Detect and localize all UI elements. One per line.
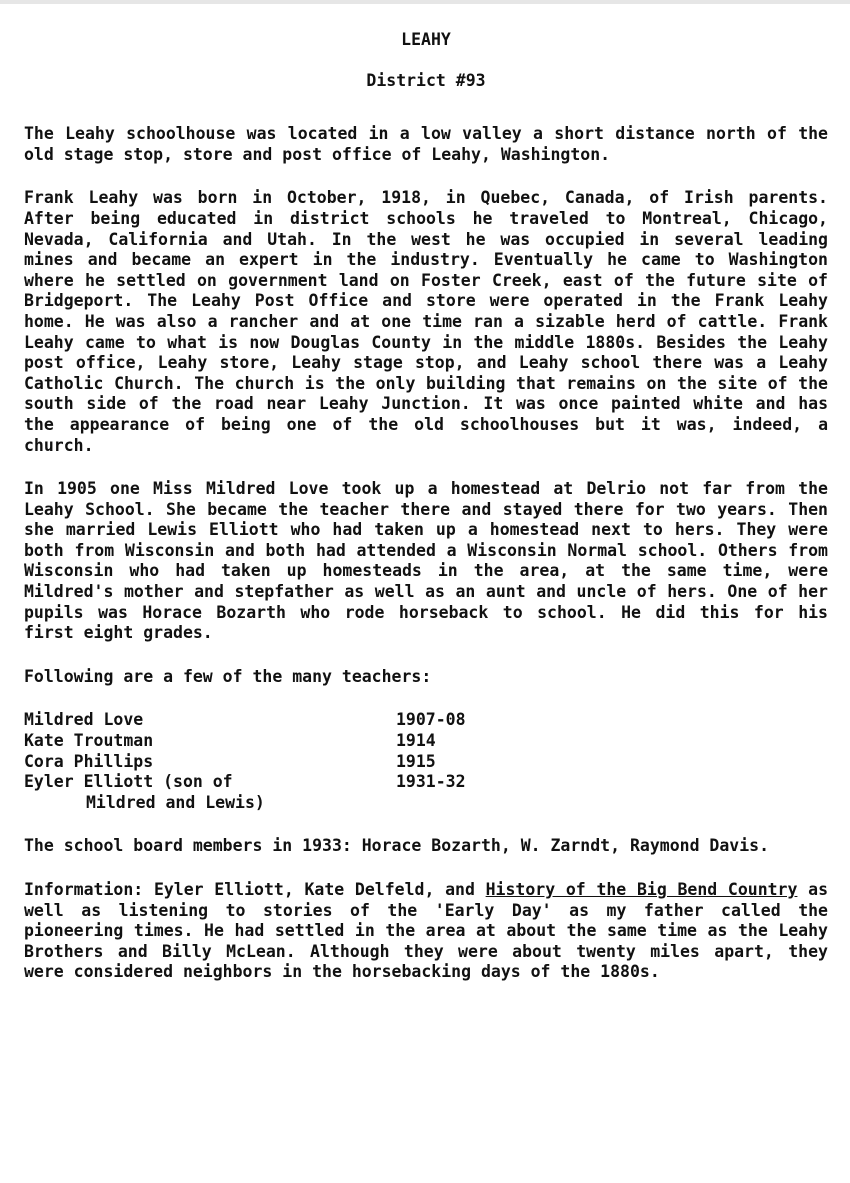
book-title: History of the Big Bend Country [485,880,798,899]
paragraph-mildred-love: In 1905 one Miss Mildred Love took up a homestead at Delrio not far from the Leahy School. She became the teacher there and stayed there for two years. Then she married Lewis Elliott who had taken up a homestead next to hers. They were both from Wisconsin and both had attended a Wisconsin Normal school. Others from Wisconsin who had taken up homesteads in the area, at the same time, were Mildred's mother and stepfather as well as an aunt and uncle of hers. One of her pupils was Horace Bozarth who rode horseback to school. He did this for his first eight grades. [24,479,828,643]
teacher-row [24,731,828,752]
teacher-years: 1915 [396,751,436,771]
teachers-intro: Following are a few of the many teachers: [24,666,432,686]
info-rest: as well as listening to stories of the 'Early Day' as my father called the pioneering times. He had settled in the area at about the same time as the Leahy Brothers and Billy McLean. Although they were about twenty miles apart, they were considered neighbors in the horsebacking days of the 1880s. [24,880,829,982]
teacher-years: 1931-32 [396,772,466,792]
teacher-years: 1914 [396,731,436,751]
document-page [24,30,828,983]
teachers-list [24,710,828,813]
information-sources [24,880,828,983]
teacher-name: Eyler Elliott (son of [24,772,233,792]
board-members: The school board members in 1933: Horace Bozarth, W. Zarndt, Raymond Davis. [24,836,770,856]
teacher-name: Kate Troutman [24,731,154,751]
teacher-name: Cora Phillips [24,751,154,771]
info-sources: Eyler Elliott, Kate Delfeld, and [153,880,475,899]
scan-top-edge [0,0,850,4]
document-subtitle: District #93 [366,70,486,90]
paragraph-location: The Leahy schoolhouse was located in a low valley a short distance north of the old stage stop, store and post office of Leahy, Washington. [24,124,828,164]
teacher-row [24,752,828,773]
teacher-row [24,772,828,793]
document-title: LEAHY [401,30,451,49]
info-label: Information: [24,880,144,899]
paragraph-frank-leahy: Frank Leahy was born in October, 1918, in Quebec, Canada, of Irish parents. After being educated in district schools he traveled to Montreal, Chicago, Nevada, California and Utah. In the west he was occupied in several leading mines and became an expert in the industry. Eventually he came to Washington where he settled on government land on Foster Creek, east of the future site of Bridgeport. The Leahy Post Office and store were operated in the Frank Leahy home. He was also a rancher and at one time ran a sizable herd of cattle. Frank Leahy came to what is now Douglas County in the middle 1880s. Besides the Leahy post office, Leahy store, Leahy stage stop, and Leahy school there was a Leahy Catholic Church. The church is the only building that remains on the site of the south side of the road near Leahy Junction. It was once painted white and has the appearance of being one of the old schoolhouses but it was, indeed, a church. [24,188,828,455]
teacher-row [24,710,828,731]
teacher-name: Mildred Love [24,710,144,730]
teacher-years: 1907-08 [396,710,466,730]
teacher-note-continuation: Mildred and Lewis) [86,792,265,812]
